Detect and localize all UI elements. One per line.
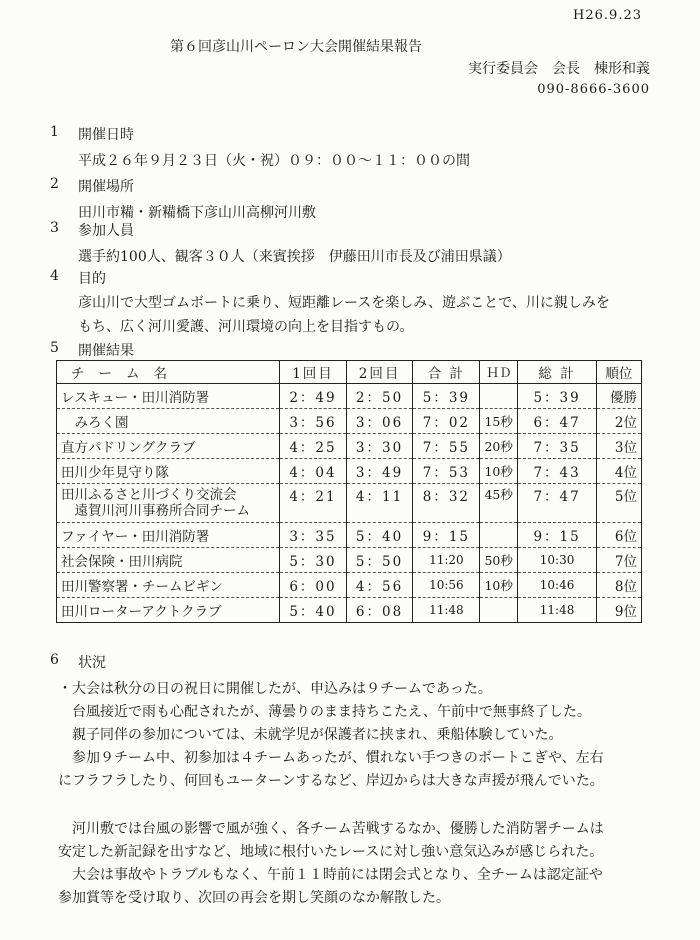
handicap: 10秒 xyxy=(480,573,518,598)
rank: 6位 xyxy=(596,523,641,548)
section-heading: 開催日時 xyxy=(78,127,134,143)
results-table xyxy=(56,360,642,623)
section-5 xyxy=(0,340,700,360)
run1-time: 4：21 xyxy=(280,484,347,523)
col-header: 順位 xyxy=(596,361,641,384)
total-time: 7：47 xyxy=(518,484,596,523)
status-line: 参加賞等を受け取り、次回の再会を期し笑顔のなか解散した。 xyxy=(58,890,450,906)
run2-time: 3：30 xyxy=(346,434,413,459)
section-number: 6 xyxy=(50,652,59,668)
handicap: 20秒 xyxy=(480,434,518,459)
team-name: 直方パドリングクラブ xyxy=(57,434,280,459)
table-header-row xyxy=(57,361,642,384)
run2-time: 5：40 xyxy=(346,523,413,548)
run1-time: 2：49 xyxy=(280,384,347,409)
section-number: 1 xyxy=(50,124,59,140)
total-time: 11:48 xyxy=(518,598,596,623)
section-4 xyxy=(0,268,700,288)
status-line: ・大会は秋分の日の祝日に開催したが、申込みは９チームであった。 xyxy=(58,681,492,697)
col-header: 合 計 xyxy=(413,361,480,384)
rank: 7位 xyxy=(596,548,641,573)
total-time: 5：39 xyxy=(518,384,596,409)
section-body-cont: もち、広く河川愛護、河川環境の向上を目指すもの。 xyxy=(78,319,414,335)
status-line: 親子同伴の参加については、未就学児が保護者に挟まれ、乗船体験していた。 xyxy=(58,727,563,743)
handicap: 45秒 xyxy=(480,484,518,523)
table-row xyxy=(57,548,642,573)
run1-time: 4：25 xyxy=(280,434,347,459)
table-row xyxy=(57,384,642,409)
team-name: 社会保険・田川病院 xyxy=(57,548,280,573)
section-heading: 状況 xyxy=(78,655,106,671)
team-name: レスキュー・田川消防署 xyxy=(57,384,280,409)
section-2 xyxy=(0,176,700,196)
handicap: 10秒 xyxy=(480,459,518,484)
team-name: 田川警察署・チームビギン xyxy=(57,573,280,598)
run1-time: 6：00 xyxy=(280,573,347,598)
section-heading: 開催結果 xyxy=(78,343,134,359)
team-name: みろく園 xyxy=(57,409,280,434)
run2-time: 3：49 xyxy=(346,459,413,484)
report-title: 第６回彦山川ペーロン大会開催結果報告 xyxy=(170,39,422,55)
total-time: 10:30 xyxy=(518,548,596,573)
run1-time: 5：30 xyxy=(280,548,347,573)
run2-time: 5：50 xyxy=(346,548,413,573)
status-line: 大会は事故やトラブルもなく、午前１１時前には閉会式となり、全チームは認定証や xyxy=(58,867,603,883)
total-time: 9：15 xyxy=(518,523,596,548)
col-header: 1回目 xyxy=(280,361,347,384)
rank: 5位 xyxy=(596,484,641,523)
run1-time: 4：04 xyxy=(280,459,347,484)
rank: 9位 xyxy=(596,598,641,623)
section-number: 2 xyxy=(50,176,59,192)
total-time: 7：43 xyxy=(518,459,596,484)
run2-time: 2：50 xyxy=(346,384,413,409)
section-heading: 参加人員 xyxy=(78,223,134,239)
team-name-line2: 遠賀川河川事務所合同チーム xyxy=(61,503,250,519)
table-row xyxy=(57,434,642,459)
section-number: 3 xyxy=(50,220,59,236)
run2-time: 4：11 xyxy=(346,484,413,523)
rank: 8位 xyxy=(596,573,641,598)
section-3 xyxy=(0,220,700,240)
team-name: 田川ローターアクトクラブ xyxy=(57,598,280,623)
run2-time: 4：56 xyxy=(346,573,413,598)
handicap: 15秒 xyxy=(480,409,518,434)
col-header: ＨＤ xyxy=(480,361,518,384)
team-name: 田川少年見守り隊 xyxy=(57,459,280,484)
run2-time: 6：08 xyxy=(346,598,413,623)
rank: 2位 xyxy=(596,409,641,434)
table-row xyxy=(57,484,642,523)
handicap xyxy=(480,598,518,623)
section-body: 彦山川で大型ゴムボートに乗り、短距離レースを楽しみ、遊ぶことで、川に親しみを xyxy=(78,295,610,311)
handicap xyxy=(480,523,518,548)
sum-time: 8：32 xyxy=(413,484,480,523)
rank: 4位 xyxy=(596,459,641,484)
sum-time: 7：55 xyxy=(413,434,480,459)
total-time: 7：35 xyxy=(518,434,596,459)
sum-time: 11:48 xyxy=(413,598,480,623)
team-name-line1: 田川ふるさと川づくり交流会 xyxy=(61,487,237,503)
run1-time: 5：40 xyxy=(280,598,347,623)
sum-time: 10:56 xyxy=(413,573,480,598)
section-heading: 開催場所 xyxy=(78,179,134,195)
total-time: 10:46 xyxy=(518,573,596,598)
status-line: 台風接近で雨も心配されたが、薄曇りのまま持ちこたえ、午前中で無事終了した。 xyxy=(58,704,591,720)
section-1 xyxy=(0,124,700,144)
table-row xyxy=(57,598,642,623)
section-number: 4 xyxy=(50,268,59,284)
col-header: チーム名 xyxy=(57,361,280,384)
run1-time: 3：56 xyxy=(280,409,347,434)
status-line: にフラフラしたり、何回もユーターンするなど、岸辺からは大きな声援が飛んでいた。 xyxy=(58,773,604,789)
section-6 xyxy=(0,652,700,672)
handicap xyxy=(480,384,518,409)
section-heading: 目的 xyxy=(78,271,106,287)
table-row xyxy=(57,523,642,548)
sum-time: 7：53 xyxy=(413,459,480,484)
table-row xyxy=(57,573,642,598)
team-name xyxy=(57,484,280,523)
report-date: H26.9.23 xyxy=(573,8,642,23)
section-number: 5 xyxy=(50,340,59,356)
section-body: 選手約100人、観客３０人（来賓挨拶 伊藤田川市長及び浦田県議） xyxy=(78,249,511,265)
section-body: 田川市糒・新糒橋下彦山川高柳河川敷 xyxy=(78,205,316,221)
sum-time: 11:20 xyxy=(413,548,480,573)
col-header: 総 計 xyxy=(518,361,596,384)
sum-time: 9：15 xyxy=(413,523,480,548)
table-row xyxy=(57,459,642,484)
col-header: 2回目 xyxy=(346,361,413,384)
organizer: 実行委員会 会長 棟形和義 xyxy=(468,61,650,77)
rank: 優勝 xyxy=(596,384,641,409)
run2-time: 3：06 xyxy=(346,409,413,434)
sum-time: 7：02 xyxy=(413,409,480,434)
status-line: 参加９チーム中、初参加は４チームあったが、慣れない手つきのボートこぎや、左右 xyxy=(58,750,604,766)
team-name: ファイヤー・田川消防署 xyxy=(57,523,280,548)
phone-number: 090-8666-3600 xyxy=(537,82,650,97)
handicap: 50秒 xyxy=(480,548,518,573)
run1-time: 3：35 xyxy=(280,523,347,548)
table-row xyxy=(57,409,642,434)
status-line: 安定した新記録を出すなど、地域に根付いたレースに対し強い意気込みが感じられた。 xyxy=(58,844,604,860)
status-line: 河川敷では台風の影響で風が強く、各チーム苦戦するなか、優勝した消防署チームは xyxy=(58,821,604,837)
sum-time: 5：39 xyxy=(413,384,480,409)
section-body: 平成２６年９月２３日（火・祝）０９：００～１１：００の間 xyxy=(78,153,470,169)
rank: 3位 xyxy=(596,434,641,459)
total-time: 6：47 xyxy=(518,409,596,434)
